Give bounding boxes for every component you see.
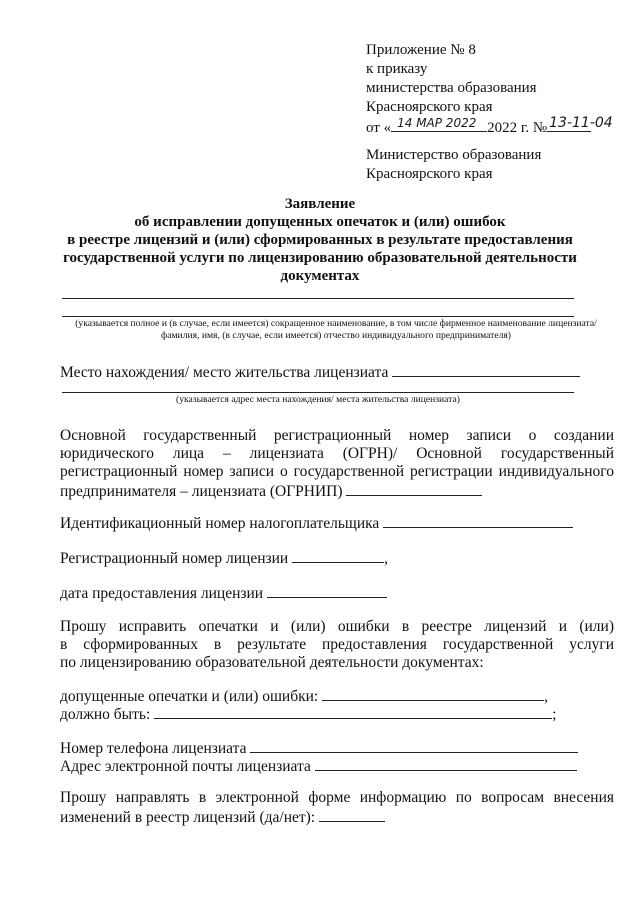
ogrn-field [60, 481, 482, 501]
electronic-field [60, 807, 385, 827]
license-number-blank[interactable] [292, 548, 384, 563]
ogrn-line4: предпринимателя – лицензиата (ОГРНИП) [60, 483, 343, 500]
licensee-name-blank-1[interactable] [62, 298, 574, 299]
license-number-field: Регистрационный номер лицензии , [60, 550, 388, 567]
correct-field: должно быть: ; [60, 706, 557, 723]
appendix-title: Приложение № 8 [366, 42, 476, 58]
location-label: Место нахождения/ место жительства лицензиата [60, 364, 389, 381]
license-date-label: дата предоставления лицензии [60, 585, 264, 602]
phone-label: Номер телефона лицензиата [60, 740, 247, 757]
email-blank[interactable] [315, 756, 577, 771]
phone-field [60, 738, 578, 758]
ogrn-line2: юридического лица – лицензиата (ОГРН)/ Основной государственный [60, 445, 614, 462]
request-line1: Прошу исправить опечатки и (или) ошибки в реестре лицензий и (или) [60, 618, 614, 635]
order-ref: к приказу [366, 61, 428, 77]
order-prefix: от « [366, 120, 392, 136]
handwritten-order-number: 13-11-04 [549, 115, 613, 131]
ogrn-blank[interactable] [346, 481, 482, 496]
email-label: Адрес электронной почты лицензиата [60, 758, 311, 775]
order-date-line [366, 115, 613, 138]
title-line2: об исправлении допущенных опечаток и (или) ошибок [134, 214, 506, 230]
handwritten-order-date: 14 МАР 2022 [397, 116, 477, 130]
errors-field: допущенные опечатки и (или) ошибки: , [60, 688, 548, 705]
electronic-blank[interactable] [319, 807, 385, 822]
title-line5: документах [280, 268, 360, 284]
ogrn-line1: Основной государственный регистрационный номер записи о создании [60, 427, 614, 444]
recipient-line1: Министерство образования [366, 147, 542, 163]
license-date-field [60, 583, 387, 603]
errors-blank[interactable] [322, 686, 544, 701]
document-title: Заявление [284, 196, 356, 212]
region-name: Красноярского края [366, 99, 493, 115]
recipient-line2: Красноярского края [366, 166, 493, 182]
location-blank-2[interactable] [62, 392, 574, 393]
ogrn-line3: регистрационный номер записи о государственной регистрации индивидуального [60, 463, 614, 480]
email-field [60, 756, 577, 776]
title-line4: государственной услуги по лицензированию образовательной деятельности [63, 250, 577, 266]
inn-label: Идентификационный номер налогоплательщика [60, 515, 380, 532]
order-year: 2022 г. № [487, 120, 548, 136]
electronic-line1: Прошу направлять в электронной форме информацию по вопросам внесения [60, 789, 614, 806]
errors-label: допущенные опечатки и (или) ошибки: [60, 688, 319, 705]
location-note: (указывается адрес места нахождения/ места жительства лицензиата) [176, 394, 460, 405]
request-line3: по лицензированию образовательной деятельности документах: [60, 654, 484, 671]
licensee-name-blank-2[interactable] [62, 316, 574, 317]
license-number-label: Регистрационный номер лицензии [60, 550, 289, 567]
inn-field [60, 513, 573, 533]
inn-blank[interactable] [383, 513, 573, 528]
correct-label: должно быть: [60, 706, 151, 723]
location-blank[interactable] [392, 362, 580, 377]
location-field [60, 362, 580, 382]
title-line3: в реестре лицензий и (или) сформированных в результате предоставления [67, 232, 573, 248]
ministry-name: министерства образования [366, 80, 537, 96]
request-line2: в сформированных в результате предоставления государственной услуги [60, 636, 614, 653]
correct-blank[interactable] [154, 704, 552, 719]
phone-blank[interactable] [250, 738, 578, 753]
electronic-line2: изменений в реестр лицензий (да/нет): [60, 809, 316, 826]
licensee-name-note: (указывается полное и (в случае, если имеется) сокращенное наименование, в том числе фирменное наименование лицензиата/ фамилия, имя, (в случае, если имеется) отчество индивидуального предпринимателя) [75, 318, 597, 341]
license-date-blank[interactable] [267, 583, 387, 598]
